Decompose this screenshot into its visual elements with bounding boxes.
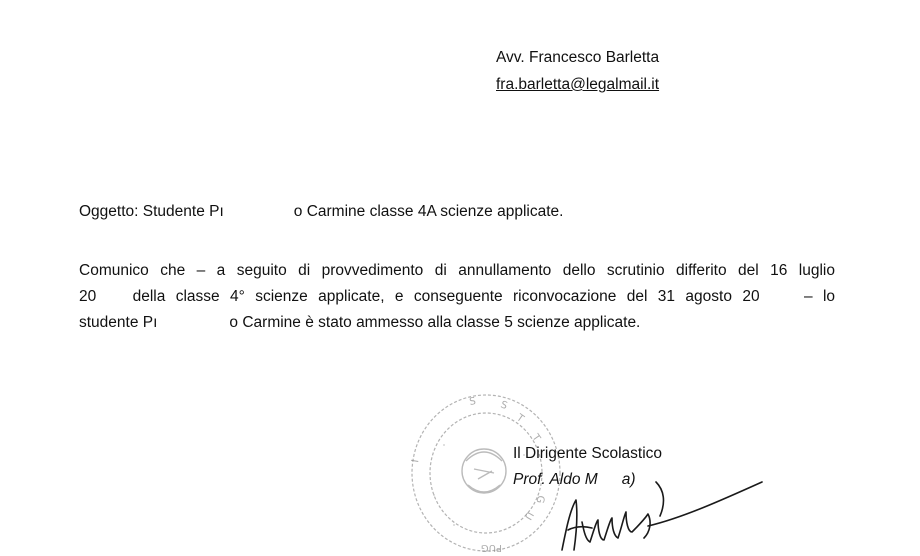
subject-suffix: o Carmine classe 4A scienze applicate. — [293, 203, 564, 220]
svg-text:G: G — [533, 494, 546, 505]
body-line-2-end: – lo — [803, 288, 836, 305]
body-line-2-year: 20 — [79, 288, 97, 305]
svg-text:PUG: PUG — [480, 542, 502, 553]
svg-text:U: U — [521, 509, 535, 522]
signer-name-end: a) — [621, 471, 636, 488]
subject-line — [79, 203, 563, 221]
body-line-2-middle: della classe 4° scienze applicate, e conseguente riconvocazione del 31 agosto 20 — [132, 288, 760, 305]
svg-text:I: I — [410, 458, 422, 464]
svg-text:T: T — [529, 432, 543, 444]
svg-text:S: S — [498, 399, 509, 412]
signer-name-start: Prof. Aldo M — [513, 471, 598, 488]
body-paragraph — [79, 258, 835, 336]
subject-prefix: Oggetto: Studente Pı — [79, 203, 224, 220]
recipient-block — [496, 44, 659, 98]
handwritten-signature — [552, 470, 772, 556]
body-line-1: Comunico che – a seguito di provvedimento di annullamento dello scrutinio differito del 16 luglio — [79, 262, 835, 279]
svg-text:S: S — [468, 396, 477, 408]
body-line-3-end: o Carmine è stato ammesso alla classe 5 scienze applicate. — [229, 314, 641, 331]
body-line-2 — [79, 284, 835, 310]
body-line-3 — [79, 310, 835, 336]
signer-role: Il Dirigente Scolastico — [513, 445, 663, 462]
recipient-name: Avv. Francesco Barletta — [496, 49, 660, 66]
recipient-email-link[interactable]: fra.barletta@legalmail.it — [496, 76, 660, 93]
svg-text:T: T — [514, 412, 526, 425]
body-line-3-start: studente Pı — [79, 314, 158, 331]
